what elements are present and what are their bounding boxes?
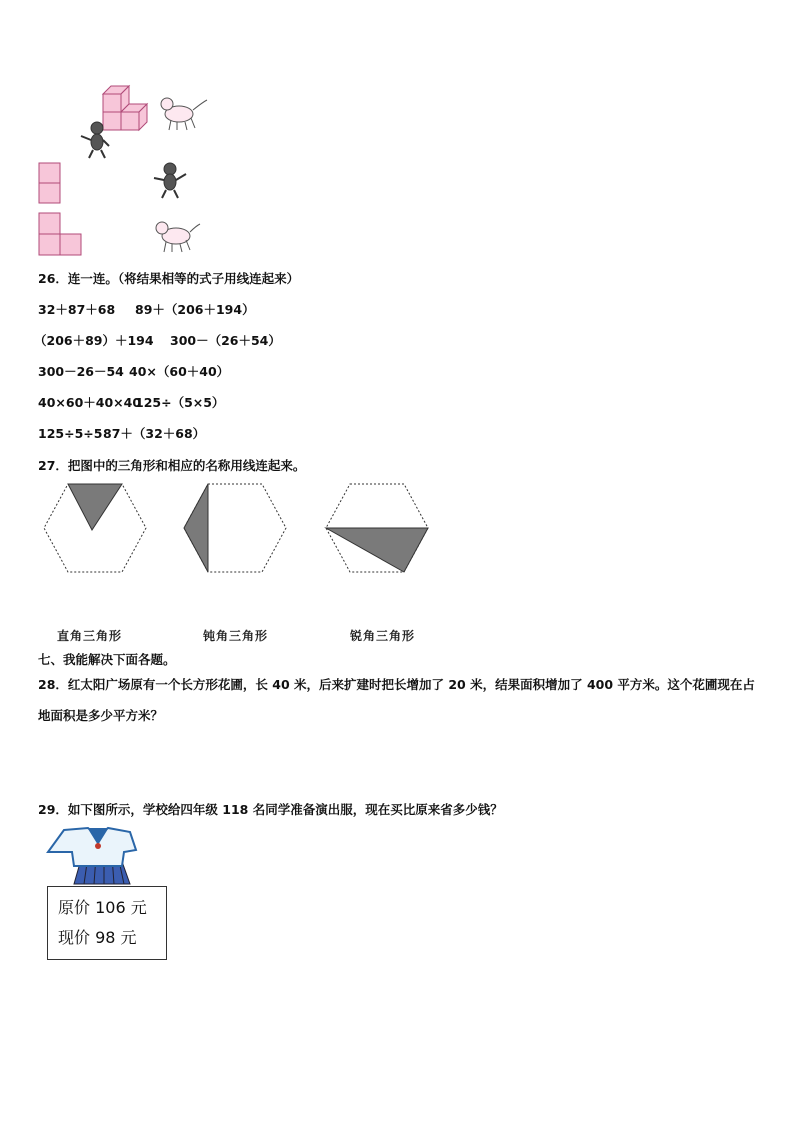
hexagon-figure-3 bbox=[322, 482, 432, 578]
q26-right-3: 40×（60＋40） bbox=[129, 364, 230, 379]
view-option-1 bbox=[38, 162, 64, 206]
section-7-title: 七、我能解决下面各题。 bbox=[38, 652, 176, 667]
q26-left-2: （206＋89）＋194 bbox=[34, 333, 154, 348]
label-obtuse-triangle: 钝角三角形 bbox=[203, 629, 269, 643]
q26-right-2: 300－（26＋54） bbox=[170, 333, 281, 348]
q26-left-4: 40×60＋40×40 bbox=[38, 395, 142, 410]
cube-view-figure bbox=[75, 80, 215, 160]
hexagon-figure-2 bbox=[180, 482, 290, 578]
q26-left-1: 32＋87＋68 bbox=[38, 302, 116, 317]
question-26-title: 26．连一连。（将结果相等的式子用线连起来） bbox=[38, 271, 300, 286]
q26-right-5: 87＋（32＋68） bbox=[103, 426, 206, 441]
question-29-text: 29．如下图所示，学校给四年级 118 名同学准备演出服，现在买比原来省多少钱？ bbox=[38, 802, 503, 817]
hexagon-figure-1 bbox=[40, 482, 150, 578]
uniform-icon bbox=[44, 826, 140, 886]
current-price: 现价 98 元 bbox=[58, 928, 137, 947]
dog-icon bbox=[161, 98, 207, 130]
q26-right-1: 89＋（206＋194） bbox=[135, 302, 255, 317]
q26-right-4: 125÷（5×5） bbox=[135, 395, 225, 410]
label-right-triangle: 直角三角形 bbox=[57, 629, 123, 643]
question-28-text: 28．红太阳广场原有一个长方形花圃，长 40 米，后来扩建时把长增加了 20 米，结果面积增加了 400 平方米。这个花圃现在占地面积是多少平方米？ bbox=[38, 677, 755, 723]
question-27-title: 27．把图中的三角形和相应的名称用线连起来。 bbox=[38, 458, 306, 473]
original-price: 原价 106 元 bbox=[58, 898, 147, 917]
label-acute-triangle: 锐角三角形 bbox=[350, 629, 416, 643]
monkey-icon bbox=[150, 160, 190, 200]
q26-left-5: 125÷5÷5 bbox=[38, 426, 103, 441]
dog-icon bbox=[150, 218, 202, 254]
q26-left-3: 300－26－54 bbox=[38, 364, 124, 379]
price-box bbox=[47, 886, 167, 960]
view-option-2 bbox=[38, 212, 84, 258]
